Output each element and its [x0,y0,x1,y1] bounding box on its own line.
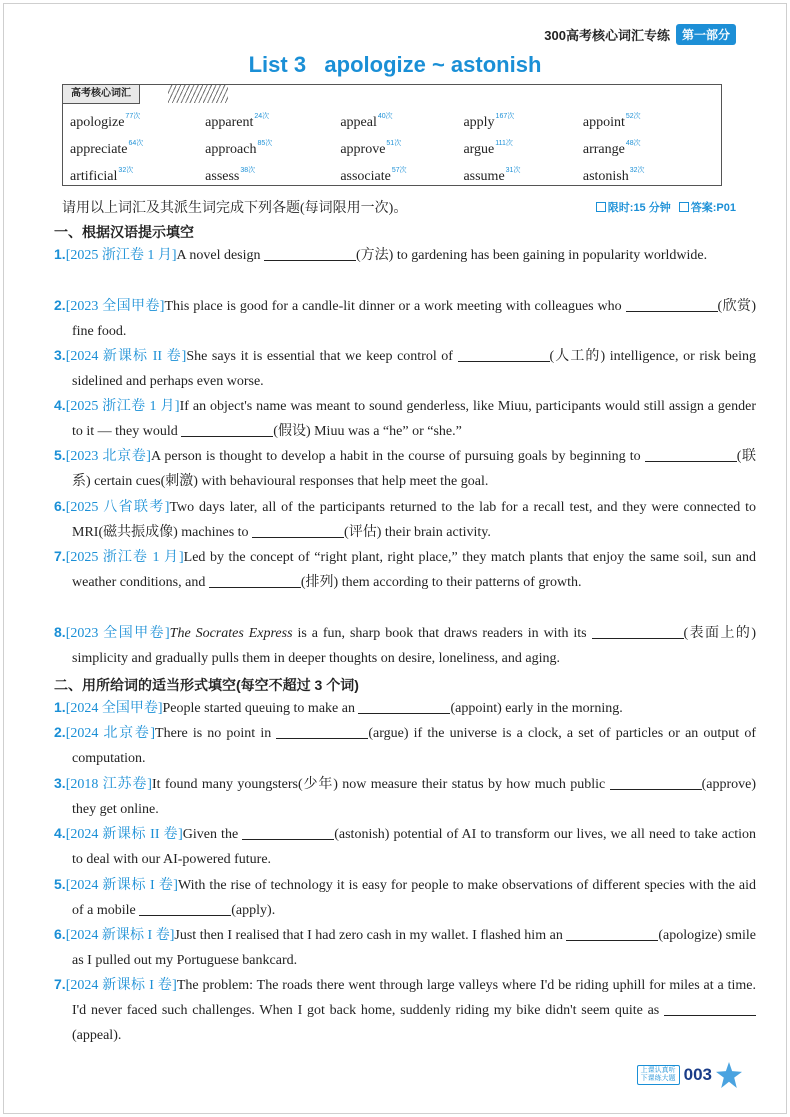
source-tag: [2024 新课标 I 卷] [65,878,178,893]
answer-blank [610,775,702,790]
source-tag: [2018 江苏卷] [65,777,152,792]
question-number: 8. [54,624,66,640]
word-text: artificial [70,168,118,184]
question-text-after: . [271,903,276,918]
question-item [54,443,756,494]
vocab-word [583,111,718,131]
question-text-before: Two days later, all of the participants returned to the lab for a recall test, and they were connected to MRI(磁共振成像) machines to [72,500,756,540]
answer-blank [566,926,658,941]
word-text: arrange [582,141,625,157]
time-limit: 限时:15 分钟 [596,199,671,215]
question-item [54,972,756,1048]
word-text: appreciate [70,141,128,157]
answer-blank [626,297,718,312]
source-tag: [2025 浙江卷 1 月] [65,550,184,565]
meta-info [596,199,736,215]
frequency-badge: 32次 [118,166,134,174]
page-header [544,24,736,45]
page-footer [637,1062,742,1088]
vocab-word [70,165,205,185]
hint-text: (apply) [231,903,272,918]
source-tag: [2024 新课标 II 卷] [65,827,183,842]
question-text-before: Just then I realised that I had zero cash in my wallet. I flashed him an [174,928,567,943]
question-text-before: She says it is essential that we keep control of [186,349,458,364]
source-tag: [2023 全国甲卷] [65,299,165,314]
word-text: appoint [582,114,625,130]
question-text-after: . [117,1028,122,1043]
frequency-badge: 52次 [625,112,641,120]
vocab-word [463,111,582,131]
frequency-badge: 111次 [495,139,513,147]
vocab-row [70,107,718,134]
question-text-after: to gardening has been gaining in popularity worldwide. [393,248,708,263]
question-number: 5. [54,876,66,892]
page-icon [679,202,689,212]
question-text-before: A novel design [176,248,265,263]
question-text-before: is a fun, sharp book that draws readers in with its [292,626,592,641]
vocab-word [205,138,340,158]
word-text: argue [463,141,495,157]
question-item [54,922,756,973]
frequency-badge: 24次 [254,112,270,120]
hint-text: (人工的) [549,349,606,364]
question-item [54,620,756,671]
word-text: apparent [205,114,254,130]
frequency-badge: 31次 [505,166,521,174]
hint-text: (apologize) [658,928,723,943]
book-title: The Socrates Express [169,626,293,641]
frequency-badge: 85次 [257,139,273,147]
question-text-before: It found many youngsters(少年) now measure their status by how much public [151,777,610,792]
source-tag: [2023 北京卷] [65,449,151,464]
question-number: 7. [54,976,66,992]
frequency-badge: 48次 [625,139,641,147]
question-text-before: There is no point in [155,726,277,741]
star-mascot-icon [716,1062,742,1088]
question-item [54,494,756,545]
hint-text: (appeal) [72,1028,118,1043]
question-number: 1. [54,246,66,262]
answer-blank [358,699,450,714]
frequency-badge: 40次 [377,112,393,120]
vocab-word [463,138,582,158]
question-item [54,771,756,822]
question-text-after: they get online. [72,802,159,817]
question-item [54,544,756,595]
vocab-word [583,138,718,158]
hint-text: (方法) [356,248,394,263]
question-text-before: People started queuing to make an [162,701,359,716]
question-text-before: With the rise of technology it is easy for people to make observations of different species with the aid of a mobile [72,878,756,918]
answer-blank [242,825,334,840]
question-text-after: smile as I pulled out my Portuguese bankcard. [72,928,756,968]
question-number: 2. [54,724,66,740]
source-tag: [2024 新课标 I 卷] [65,978,177,993]
frequency-badge: 167次 [495,112,515,120]
question-text-after: if the universe is a clock, a set of particles or an output of computation. [72,726,756,766]
hint-text: (appoint) [450,701,502,716]
hint-text: (排列) [300,575,339,590]
source-tag: [2023 全国甲卷] [65,626,170,641]
word-text: approve [340,141,386,157]
vocab-word [205,165,340,185]
source-tag: [2025 浙江卷 1 月] [65,248,177,263]
section2-title: 二、用所给词的适当形式填空(每空不超过 3 个词) [54,677,359,693]
question-number: 6. [54,926,66,942]
list-title: List 3 apologize ~ astonish [248,52,542,77]
question-number: 3. [54,347,66,363]
vocab-box [62,84,722,186]
hint-text: (表面上的) [683,626,757,641]
answer-blank [645,447,737,462]
hint-text: (假设) [273,424,311,439]
source-tag: [2025 浙江卷 1 月] [65,399,180,414]
word-text: apply [463,114,495,130]
vocab-grid [70,107,718,188]
question-number: 5. [54,447,66,463]
frequency-badge: 77次 [125,112,141,120]
answer-blank [252,523,344,538]
question-text-before: Given the [182,827,243,842]
question-text-before: A person is thought to develop a habit in the course of pursuing goals by beginning to [150,449,645,464]
question-text-after: certain cues(刺激) with behavioural responses that help meet the goal. [90,474,489,489]
vocab-word [70,138,205,158]
hint-text: (argue) [368,726,409,741]
question-item [54,242,756,268]
hint-text: (评估) [344,525,382,540]
question-item [54,293,756,344]
source-tag: [2024 北京卷] [65,726,156,741]
tab-hatch-decoration [168,85,228,103]
answer-blank [276,724,368,739]
word-text: astonish [582,168,629,184]
source-tag: [2025 八省联考] [65,500,170,515]
vocab-word [583,165,718,185]
question-item [54,343,756,394]
word-text: apologize [70,114,125,130]
source-tag: [2024 新课标 I 卷] [65,928,175,943]
vocab-word [70,111,205,131]
question-number: 4. [54,397,66,413]
footer-slogan: 上课认真听 下课练大题 [637,1065,680,1085]
question-number: 2. [54,297,66,313]
question-text-after: early in the morning. [501,701,623,716]
vocab-word [340,138,463,158]
question-number: 6. [54,498,66,514]
frequency-badge: 64次 [128,139,144,147]
section1-title: 一、根据汉语提示填空 [54,224,194,240]
frequency-badge: 57次 [391,166,407,174]
question-text-before: This place is good for a candle-lit dinner or a work meeting with colleagues who [164,299,626,314]
frequency-badge: 32次 [629,166,645,174]
vocab-row [70,134,718,161]
hint-text: (astonish) [334,827,390,842]
part-badge: 第一部分 [676,24,736,45]
answer-blank [209,573,301,588]
book-title: 300高考核心词汇专练 [544,28,670,43]
question-number: 7. [54,548,66,564]
word-text: approach [205,141,257,157]
answer-blank [181,422,273,437]
answer-blank [458,347,550,362]
question-text-after: potential of AI to transform our lives, we all need to take action to deal with our AI-powered future. [72,827,756,867]
question-text-before: Led by the concept of “right plant, right place,” they match plants that enjoy the same soil, sun and weather conditions, and [72,550,756,590]
answer-ref: 答案:P01 [679,199,736,215]
question-number: 3. [54,775,66,791]
checkbox-icon [596,202,606,212]
vocab-word [205,111,340,131]
answer-blank [139,901,231,916]
word-text: assume [463,168,505,184]
question-text-after: fine food. [72,324,127,339]
question-number: 1. [54,699,66,715]
hint-text: (approve) [701,777,756,792]
page-number: 003 [683,1065,712,1084]
answer-blank [664,1001,756,1016]
question-item [54,695,756,721]
question-text-before: If an object's name was meant to sound genderless, like Miuu, participants would still assign a gender to it — they would [72,399,756,439]
word-text: assess [205,168,240,184]
question-number: 4. [54,825,66,841]
instruction: 请用以上词汇及其派生词完成下列各题(每词限用一次)。 [62,201,408,216]
frequency-badge: 51次 [386,139,402,147]
word-text: associate [340,168,391,184]
question-item [54,720,756,771]
hint-text: (联系) [72,449,756,489]
vocab-word [340,165,463,185]
question-item [54,872,756,923]
question-item [54,821,756,872]
vocab-row [70,161,718,188]
question-text-after: them according to their patterns of growth. [338,575,582,590]
question-text-after: Miuu was a “he” or “she.” [310,424,462,439]
vocab-word [463,165,582,185]
answer-blank [264,246,356,261]
question-item [54,393,756,444]
source-tag: [2024 新课标 II 卷] [65,349,187,364]
answer-blank [592,624,684,639]
vocab-word [340,111,463,131]
question-text-before: The problem: The roads there went through large valleys where I'd be riding uphill for miles at a time. I'd never faced such challenges. When I got back home, suddenly riding my bike didn't seem quite as [72,978,756,1018]
question-text-after: their brain activity. [381,525,491,540]
vocab-tab: 高考核心词汇 [63,85,140,104]
question-text-after: simplicity and gradually pulls them in deeper thoughts on desire, loneliness, and aging. [72,651,560,666]
word-text: appeal [340,114,377,130]
question-text-after: intelligence, or risk being sidelined and perhaps even worse. [72,349,756,389]
hint-text: (欣赏) [717,299,756,314]
frequency-badge: 38次 [240,166,256,174]
source-tag: [2024 全国甲卷] [65,701,163,716]
